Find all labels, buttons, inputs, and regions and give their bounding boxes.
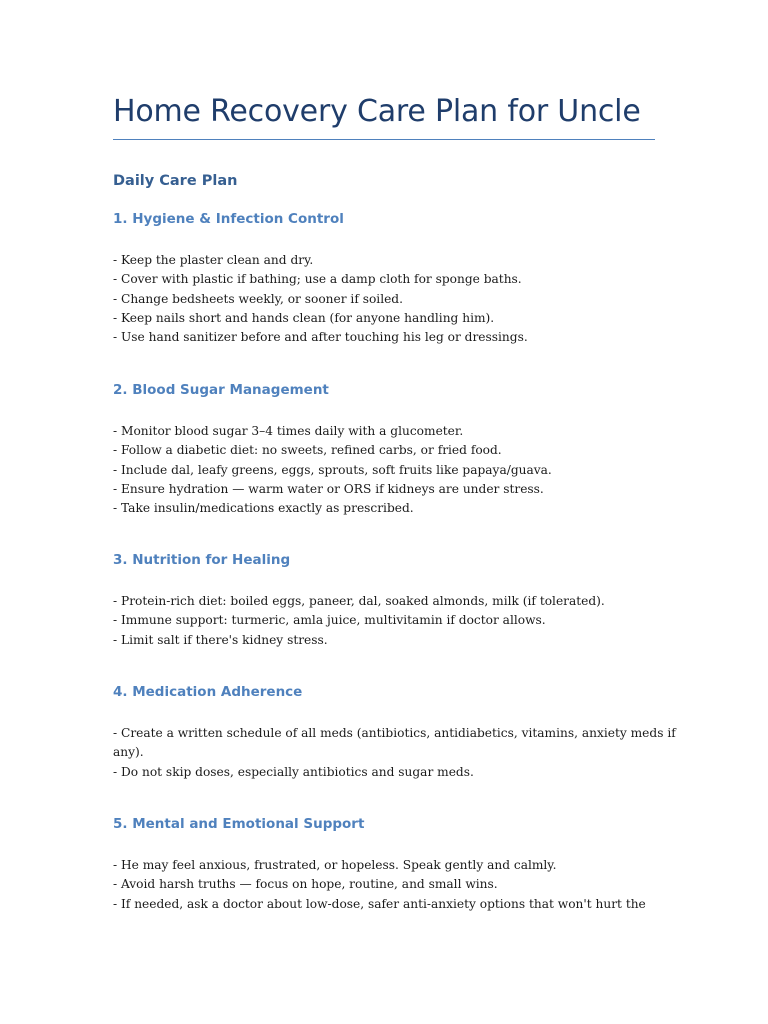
paragraph-hygiene xyxy=(113,251,655,347)
list-item: - Immune support: turmeric, amla juice, multivitamin if doctor allows. xyxy=(113,613,546,628)
list-item: - He may feel anxious, frustrated, or hopeless. Speak gently and calmly. xyxy=(113,858,557,872)
list-item: - Change bedsheets weekly, or sooner if soiled. xyxy=(113,291,403,306)
list-item: - Keep nails short and hands clean (for anyone handling him). xyxy=(113,310,495,325)
list-item: - Create a written schedule of all meds (antibiotics, antidiabetics, vitamins, anxiety meds if xyxy=(113,726,676,740)
list-item: - Take insulin/medications exactly as prescribed. xyxy=(113,501,414,516)
subheading-mental-support: 5. Mental and Emotional Support xyxy=(113,816,365,832)
paragraph-mental-support xyxy=(113,856,655,914)
list-item: - If needed, ask a doctor about low-dose, safer anti-anxiety options that won't hurt the xyxy=(113,896,646,911)
subheading-nutrition: 3. Nutrition for Healing xyxy=(113,552,291,568)
list-item: - Cover with plastic if bathing; use a damp cloth for sponge baths. xyxy=(113,272,522,287)
list-item: - Include dal, leafy greens, eggs, sprouts, soft fruits like papaya/guava. xyxy=(113,462,552,477)
subheading-hygiene: 1. Hygiene & Infection Control xyxy=(113,211,344,227)
title-underline xyxy=(113,139,655,140)
list-item: - Monitor blood sugar 3–4 times daily with a glucometer. xyxy=(113,424,464,438)
document-title: Home Recovery Care Plan for Uncle xyxy=(113,94,641,129)
list-item: - Use hand sanitizer before and after touching his leg or dressings. xyxy=(113,330,528,345)
section-heading-daily-care-plan: Daily Care Plan xyxy=(113,173,238,189)
paragraph-medication xyxy=(113,724,676,782)
list-item: - Keep the plaster clean and dry. xyxy=(113,253,314,267)
paragraph-nutrition xyxy=(113,592,655,650)
list-item: - Follow a diabetic diet: no sweets, refined carbs, or fried food. xyxy=(113,443,502,458)
subheading-blood-sugar: 2. Blood Sugar Management xyxy=(113,382,329,398)
list-item: - Avoid harsh truths — focus on hope, routine, and small wins. xyxy=(113,877,498,892)
paragraph-blood-sugar xyxy=(113,422,655,518)
list-item: any). xyxy=(113,745,144,760)
list-item: - Do not skip doses, especially antibiotics and sugar meds. xyxy=(113,764,474,779)
list-item: - Limit salt if there's kidney stress. xyxy=(113,632,328,647)
list-item: - Ensure hydration — warm water or ORS if kidneys are under stress. xyxy=(113,481,544,496)
subheading-medication: 4. Medication Adherence xyxy=(113,684,303,700)
list-item: - Protein-rich diet: boiled eggs, paneer, dal, soaked almonds, milk (if tolerated). xyxy=(113,594,605,608)
